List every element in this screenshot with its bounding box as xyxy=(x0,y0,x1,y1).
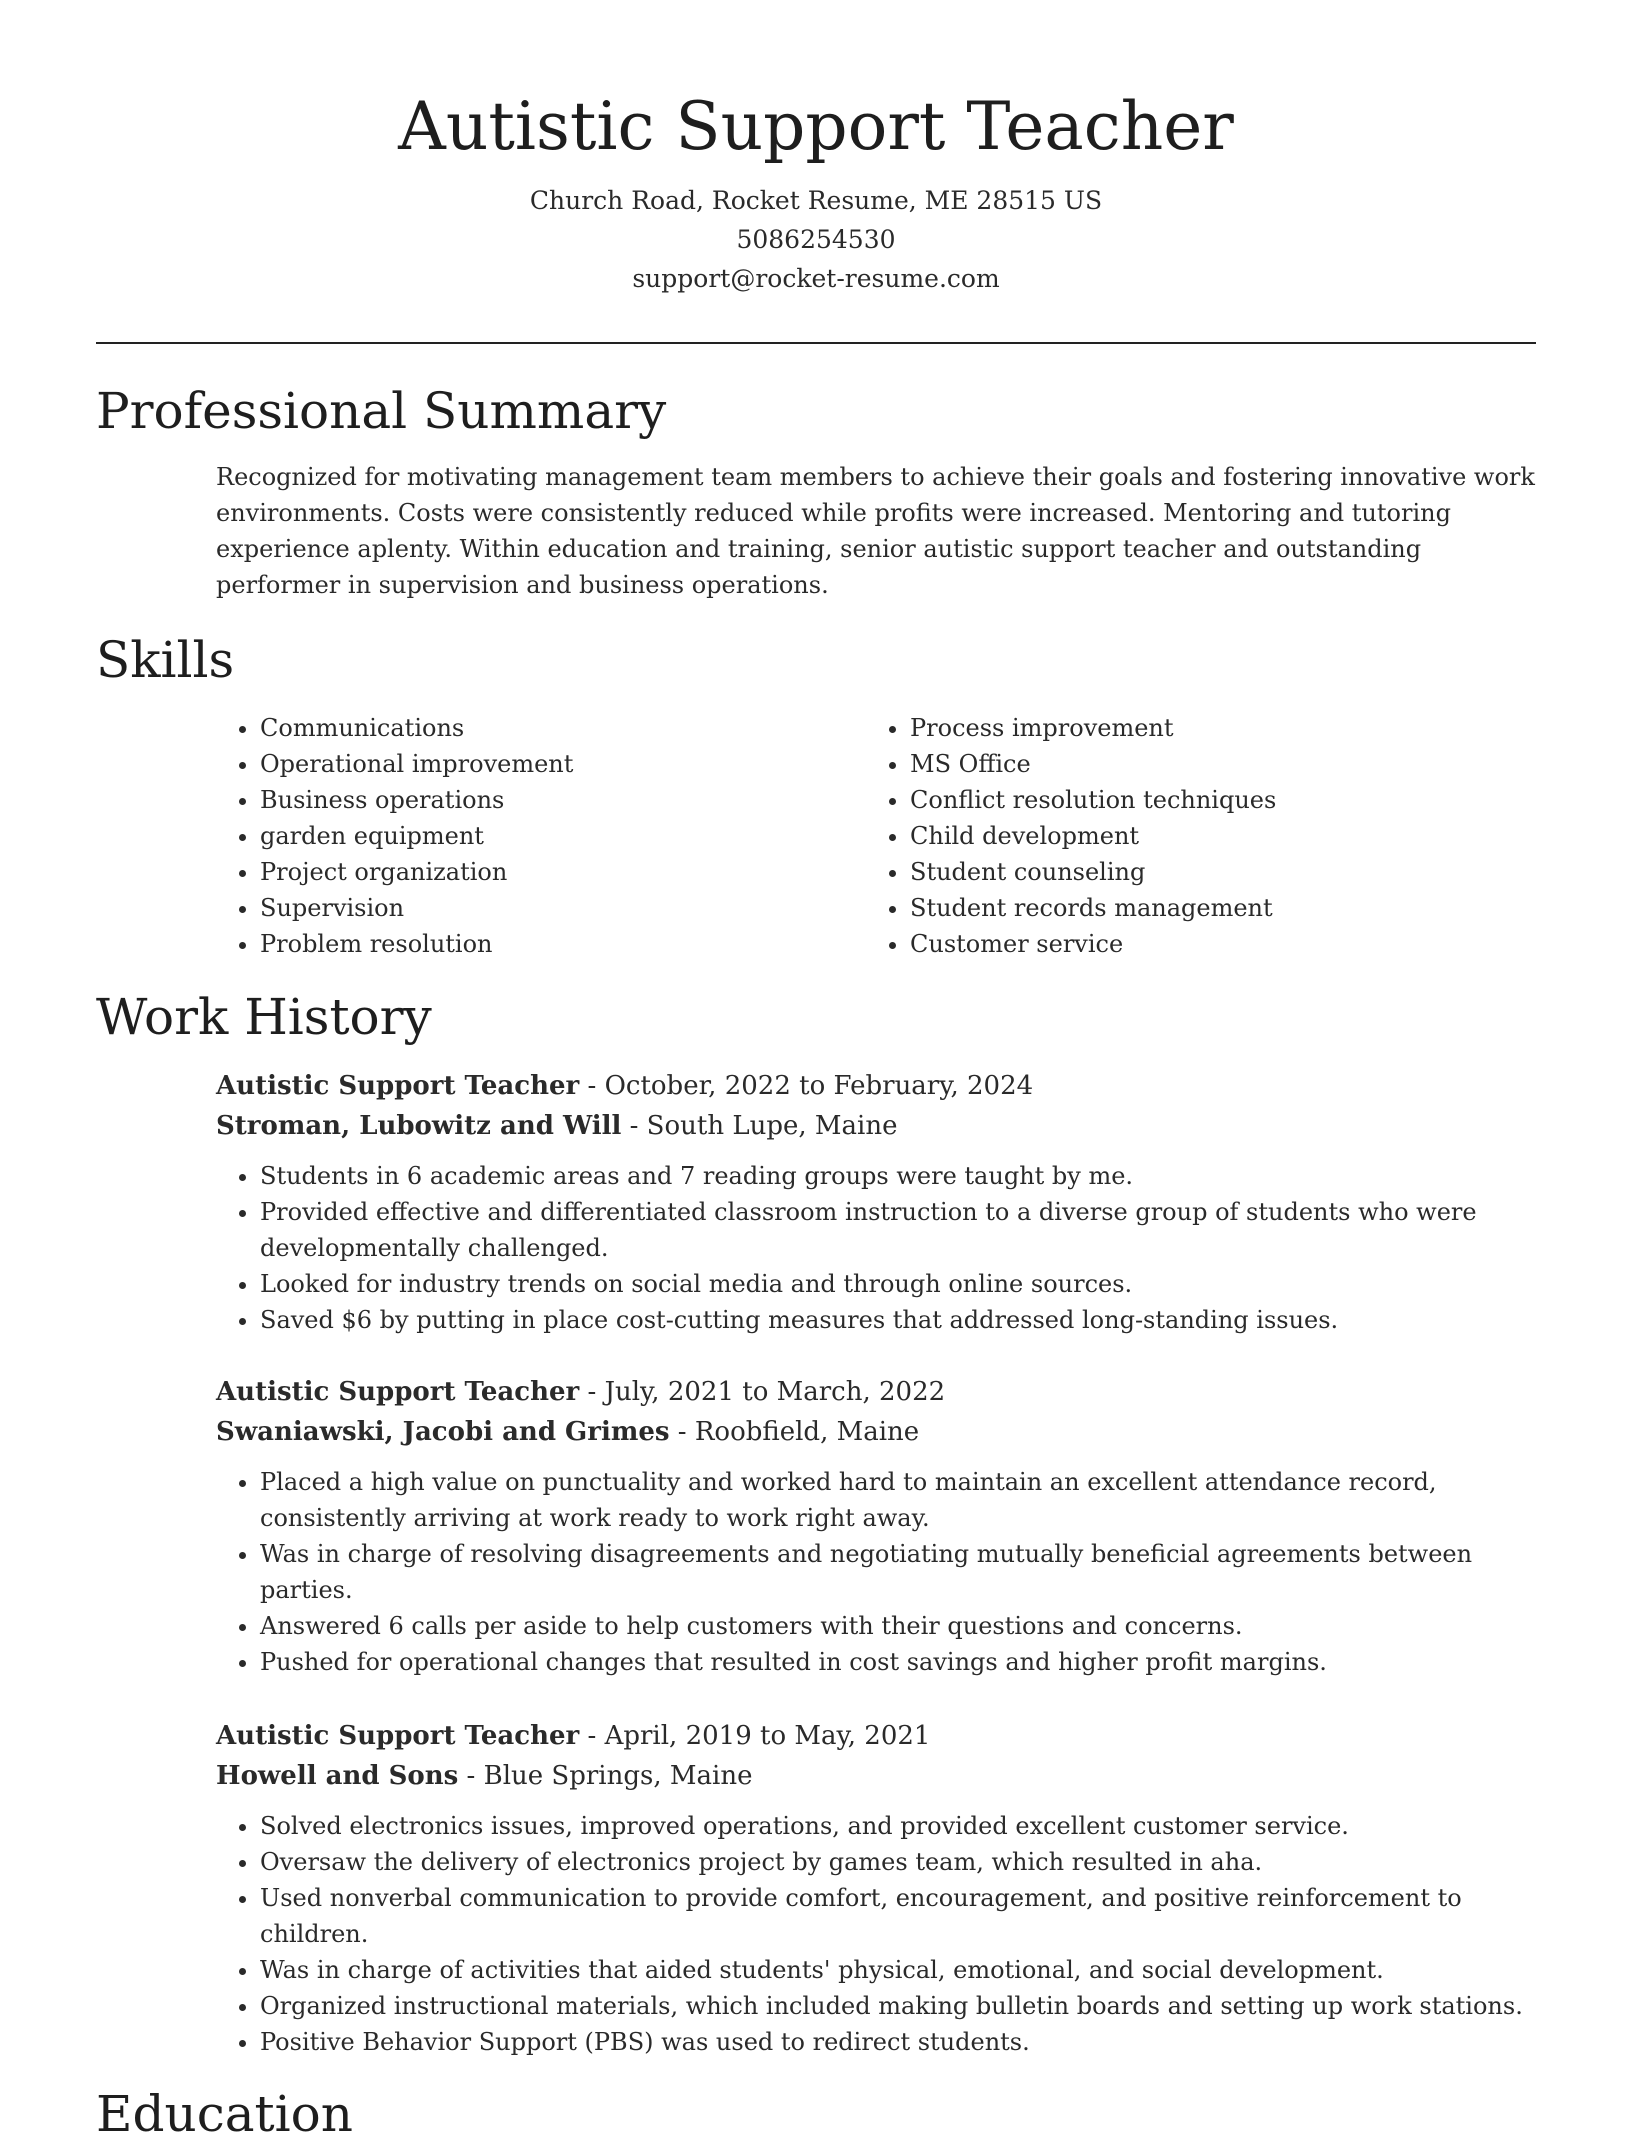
job-company: Swaniawski, Jacobi and Grimes xyxy=(216,1417,670,1447)
list-item: • Looked for industry trends on social media and through online sources. xyxy=(260,1266,1536,1302)
list-item: • Pushed for operational changes that resulted in cost savings and higher profit margins. xyxy=(260,1644,1536,1680)
job-dates: July, 2021 to March, 2022 xyxy=(604,1377,946,1407)
job-location: Blue Springs, Maine xyxy=(483,1761,753,1791)
list-item: • Organized instructional materials, which included making bulletin boards and setting up work stations. xyxy=(260,1988,1536,2024)
job-company-line: Swaniawski, Jacobi and Grimes - Roobfield, Maine xyxy=(216,1417,920,1447)
job-entry xyxy=(216,1372,1536,1680)
list-item: • Solved electronics issues, improved operations, and provided excellent customer service. xyxy=(260,1808,1536,1844)
list-item: • Placed a high value on punctuality and worked hard to maintain an excellent attendance record, consistently arriving at work ready to work right away. xyxy=(260,1464,1536,1536)
job-entry xyxy=(216,1066,1536,1338)
skills-heading: Skills xyxy=(96,631,235,689)
job-dates: October, 2022 to February, 2024 xyxy=(604,1071,1034,1101)
work-history-heading: Work History xyxy=(96,988,432,1046)
job-entry xyxy=(216,1716,1536,2060)
contact-phone: 5086254530 xyxy=(736,225,896,254)
job-role: Autistic Support Teacher xyxy=(216,1377,580,1407)
job-duties xyxy=(216,1808,1536,2060)
list-item: • Was in charge of activities that aided students' physical, emotional, and social development. xyxy=(260,1952,1536,1988)
job-title-line: Autistic Support Teacher - July, 2021 to March, 2022 xyxy=(216,1377,946,1407)
list-item: • Student records management xyxy=(910,890,1506,926)
list-item: • Provided effective and differentiated classroom instruction to a diverse group of students who were developmentally challenged. xyxy=(260,1194,1536,1266)
contact-address: Church Road, Rocket Resume, ME 28515 US xyxy=(529,186,1103,215)
job-location: South Lupe, Maine xyxy=(646,1111,898,1141)
list-item: • garden equipment xyxy=(260,818,856,854)
list-item: • Problem resolution xyxy=(260,926,856,962)
list-item: • Operational improvement xyxy=(260,746,856,782)
list-item: • Oversaw the delivery of electronics project by games team, which resulted in aha. xyxy=(260,1844,1536,1880)
list-item: • Project organization xyxy=(260,854,856,890)
list-item: • Was in charge of resolving disagreements and negotiating mutually beneficial agreements between parties. xyxy=(260,1536,1536,1608)
skills-left-list xyxy=(216,710,856,962)
education-heading: Education xyxy=(96,2085,353,2143)
job-company: Howell and Sons xyxy=(216,1761,459,1791)
job-company-line: Howell and Sons - Blue Springs, Maine xyxy=(216,1761,753,1791)
skills-right-column xyxy=(866,710,1506,962)
contact-block xyxy=(0,181,1632,298)
job-duties-list xyxy=(216,1808,1536,2060)
list-item: • Process improvement xyxy=(910,710,1506,746)
list-item: • Communications xyxy=(260,710,856,746)
job-role: Autistic Support Teacher xyxy=(216,1071,580,1101)
list-item: • Answered 6 calls per aside to help customers with their questions and concerns. xyxy=(260,1608,1536,1644)
list-item: • Positive Behavior Support (PBS) was used to redirect students. xyxy=(260,2024,1536,2060)
list-item: • Used nonverbal communication to provide comfort, encouragement, and positive reinforcement to children. xyxy=(260,1880,1536,1952)
list-item: • Students in 6 academic areas and 7 reading groups were taught by me. xyxy=(260,1158,1536,1194)
summary-heading: Professional Summary xyxy=(96,382,667,440)
list-item: • Conflict resolution techniques xyxy=(910,782,1506,818)
job-dates: April, 2019 to May, 2021 xyxy=(604,1721,931,1751)
list-item: • Customer service xyxy=(910,926,1506,962)
list-item: • Saved $6 by putting in place cost-cutting measures that addressed long-standing issues. xyxy=(260,1302,1536,1338)
list-item: • MS Office xyxy=(910,746,1506,782)
resume-header xyxy=(0,0,1632,298)
job-role: Autistic Support Teacher xyxy=(216,1721,580,1751)
header-divider xyxy=(96,342,1536,344)
job-title-line: Autistic Support Teacher - April, 2019 to May, 2021 xyxy=(216,1721,931,1751)
job-title-line: Autistic Support Teacher - October, 2022 to February, 2024 xyxy=(216,1071,1034,1101)
list-item: • Business operations xyxy=(260,782,856,818)
job-duties-list xyxy=(216,1158,1536,1338)
candidate-name: Autistic Support Teacher xyxy=(398,88,1234,165)
contact-email: support@rocket-resume.com xyxy=(632,264,1000,293)
list-item: • Supervision xyxy=(260,890,856,926)
list-item: • Student counseling xyxy=(910,854,1506,890)
job-company: Stroman, Lubowitz and Will xyxy=(216,1111,622,1141)
skills-left-column xyxy=(216,710,856,962)
skills-right-list xyxy=(866,710,1506,962)
job-location: Roobfield, Maine xyxy=(694,1417,920,1447)
job-company-line: Stroman, Lubowitz and Will - South Lupe, Maine xyxy=(216,1111,898,1141)
summary-text: Recognized for motivating management team members to achieve their goals and fostering innovative work environments. Costs were consistently reduced while profits were increased. Mentoring and tutoring experience aplenty. Within education and training, senior autistic support teacher and outstanding performer in supervision and business operations. xyxy=(216,463,1535,599)
job-duties xyxy=(216,1464,1536,1680)
job-duties xyxy=(216,1158,1536,1338)
job-duties-list xyxy=(216,1464,1536,1680)
list-item: • Child development xyxy=(910,818,1506,854)
